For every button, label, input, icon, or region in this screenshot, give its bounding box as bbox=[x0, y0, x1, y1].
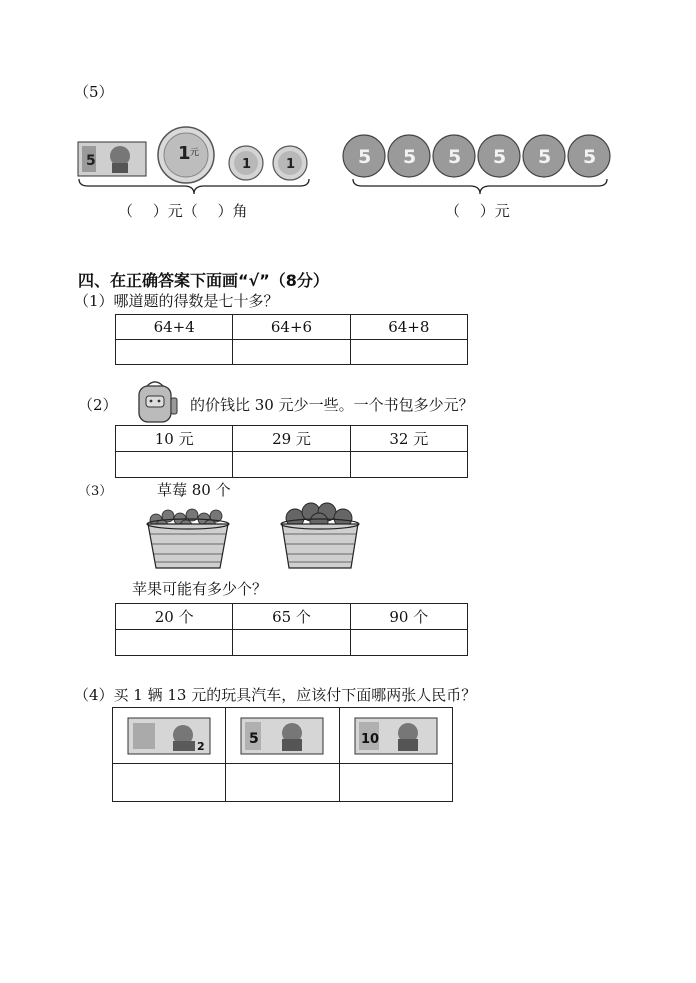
five-jiao-coin-icon bbox=[523, 135, 565, 177]
q4-answer-cell-1[interactable] bbox=[113, 764, 226, 802]
coin-5-digit-1: 5 bbox=[358, 146, 372, 168]
q3-strawberry-label: 草莓 80 个 bbox=[157, 481, 231, 499]
five-jiao-coin-icon bbox=[568, 135, 610, 177]
one-jiao-coin-icon bbox=[229, 146, 263, 180]
one-jiao-coin-icon bbox=[273, 146, 307, 180]
q1-option-3: 64+8 bbox=[350, 315, 467, 340]
note-2-digit: 2 bbox=[197, 739, 205, 753]
q2-number: （2） bbox=[78, 396, 118, 414]
five-jiao-coin-icon bbox=[433, 135, 475, 177]
q4-label: （4）买 1 辆 13 元的玩具汽车，应该付下面哪两张人民币？ bbox=[74, 686, 477, 704]
schoolbag-icon bbox=[133, 380, 179, 424]
q4-note-cell-1 bbox=[113, 708, 226, 764]
q4-answer-table bbox=[112, 707, 453, 802]
note-10-digit: 10 bbox=[360, 731, 379, 747]
coin-5-digit-5: 5 bbox=[538, 146, 552, 168]
group2-brace bbox=[352, 178, 608, 196]
q2-option-1: 10 元 bbox=[116, 426, 233, 452]
q3-answer-table bbox=[115, 603, 468, 656]
q1-label: （1）哪道题的得数是七十多？ bbox=[74, 292, 279, 310]
coin-1-jiao-digit-a: 1 bbox=[242, 157, 252, 172]
q1-option-1: 64+4 bbox=[116, 315, 233, 340]
q2-answer-table bbox=[115, 425, 468, 478]
q3-answer-cell-1[interactable] bbox=[116, 630, 233, 656]
q2-option-3: 32 元 bbox=[350, 426, 467, 452]
q3-number: （3） bbox=[78, 484, 113, 499]
coin-5-digit-6: 5 bbox=[583, 146, 597, 168]
q3-option-3: 90 个 bbox=[350, 604, 467, 630]
group2-coins bbox=[342, 134, 614, 182]
group1-answer-blank: （ ）元（ ）角 bbox=[118, 202, 248, 220]
five-jiao-coin-icon bbox=[478, 135, 520, 177]
q2-option-2: 29 元 bbox=[233, 426, 350, 452]
q2-text: 的价钱比 30 元少一些。一个书包多少元？ bbox=[190, 396, 474, 414]
two-yuan-note-icon bbox=[127, 717, 211, 755]
q1-answer-cell-1[interactable] bbox=[116, 340, 233, 365]
coin-5-digit-2: 5 bbox=[403, 146, 417, 168]
five-jiao-coin-icon bbox=[388, 135, 430, 177]
group1-brace bbox=[78, 178, 310, 196]
group2-answer-blank: （ ）元 bbox=[445, 202, 510, 220]
note-5-digit: 5 bbox=[249, 730, 260, 747]
part5-number: （5） bbox=[74, 83, 114, 101]
q4-answer-cell-2[interactable] bbox=[226, 764, 339, 802]
q1-answer-cell-2[interactable] bbox=[233, 340, 350, 365]
note-5-label: 5 bbox=[86, 153, 96, 169]
five-yuan-note-icon bbox=[78, 142, 146, 176]
one-yuan-coin-icon bbox=[158, 127, 214, 183]
q3-option-2: 65 个 bbox=[233, 604, 350, 630]
apple-basket-icon bbox=[279, 498, 361, 570]
q3-question: 苹果可能有多少个？ bbox=[132, 580, 268, 598]
q2-answer-cell-1[interactable] bbox=[116, 452, 233, 478]
q4-answer-cell-3[interactable] bbox=[339, 764, 452, 802]
coin-5-digit-4: 5 bbox=[493, 146, 507, 168]
coin-1-yuan-digit: 1 bbox=[178, 143, 191, 164]
q4-note-cell-3 bbox=[339, 708, 452, 764]
q3-answer-cell-3[interactable] bbox=[350, 630, 467, 656]
strawberry-basket-icon bbox=[144, 502, 232, 570]
q4-note-cell-2 bbox=[226, 708, 339, 764]
q1-answer-table bbox=[115, 314, 468, 365]
section4-title: 四、在正确答案下面画“√”（8分） bbox=[78, 271, 329, 290]
q1-answer-cell-3[interactable] bbox=[350, 340, 467, 365]
q1-option-2: 64+6 bbox=[233, 315, 350, 340]
q3-option-1: 20 个 bbox=[116, 604, 233, 630]
coin-1-jiao-digit-b: 1 bbox=[286, 157, 296, 172]
ten-yuan-note-icon bbox=[354, 717, 438, 755]
q2-answer-cell-2[interactable] bbox=[233, 452, 350, 478]
q3-answer-cell-2[interactable] bbox=[233, 630, 350, 656]
five-yuan-note-icon bbox=[240, 717, 324, 755]
q2-answer-cell-3[interactable] bbox=[350, 452, 467, 478]
coin-5-digit-3: 5 bbox=[448, 146, 462, 168]
coin-1-yuan-unit: 元 bbox=[190, 148, 200, 158]
five-jiao-coin-icon bbox=[343, 135, 385, 177]
